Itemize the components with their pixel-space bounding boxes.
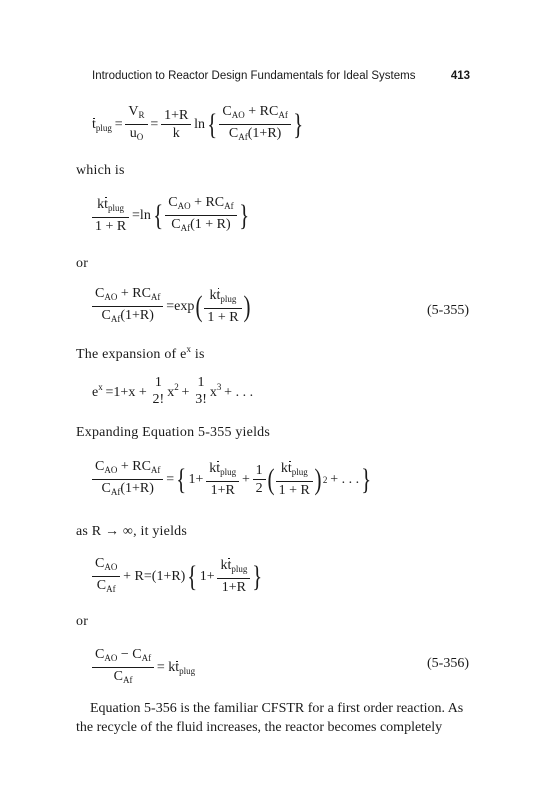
closing-line-1: Equation 5-356 is the familiar CFSTR for a first order reaction. As bbox=[90, 701, 464, 716]
equation-number-5-355: (5-355) bbox=[427, 303, 469, 318]
text-or-1: or bbox=[76, 256, 89, 271]
equation-recycle-limit: $\frac{C_{AO}}{C_{Af}}$ + R=(1+R) { 1+ $\frac{kt_{plug}}{1+R}$ } bbox=[92, 555, 265, 598]
equation-cfstr: $\frac{C_{AO} - C_{Af}}{C_{Af}}$ = $kt_{plug}$ bbox=[92, 646, 195, 689]
equation-ln-form: $\frac{kt_{plug}}{1 + R}$ =ln { $\frac{C_{AO} + RC_{Af}}{C_{Af}(1 + R)}$ } bbox=[92, 194, 251, 237]
equation-exp-form: $\frac{C_{AO} + RC_{Af}}{C_{Af}(1+R)}$ =exp ( $\frac{kt_{plug}}{1 + R}$ ) bbox=[92, 285, 252, 328]
equation-number-5-356: (5-356) bbox=[427, 656, 469, 671]
text-as-r: as R → ∞, it yields bbox=[76, 524, 188, 539]
equation-expanded: $\frac{C_{AO} + RC_{Af}}{C_{Af}(1+R)}$ = { 1+ $\frac{kt_{plug}}{1+R}$ + $\frac{1}{2}$ ( $\frac{kt_{plug}}{1 + R}$ ) 2 + . . . } bbox=[92, 458, 374, 501]
closing-line-2: the recycle of the fluid increases, the reactor becomes completely bbox=[76, 720, 443, 735]
text-expansion: The expansion of $e^x$ is bbox=[76, 344, 205, 362]
page-number: 413 bbox=[450, 70, 470, 82]
equation-exp-series: $e^x =1+x$ + 1 2! $x^2$ + 1 3! $x^3$ + . . . bbox=[92, 375, 254, 407]
running-header bbox=[92, 70, 470, 82]
text-which-is: which is bbox=[76, 163, 125, 178]
text-expanding: Expanding Equation 5-355 yields bbox=[76, 425, 271, 440]
closing-paragraph bbox=[76, 699, 468, 737]
running-title: Introduction to Reactor Design Fundamentals for Ideal Systems bbox=[92, 70, 416, 82]
equation-plug-time: $t_{plug}$ = $\frac{V_R}{u_O}$ = $\frac{1+R}{k}$ ln { $\frac{C_{AO} + RC_{Af}}{C_{Af}(1+R)}$ } bbox=[92, 104, 304, 142]
text-or-2: or bbox=[76, 614, 89, 629]
